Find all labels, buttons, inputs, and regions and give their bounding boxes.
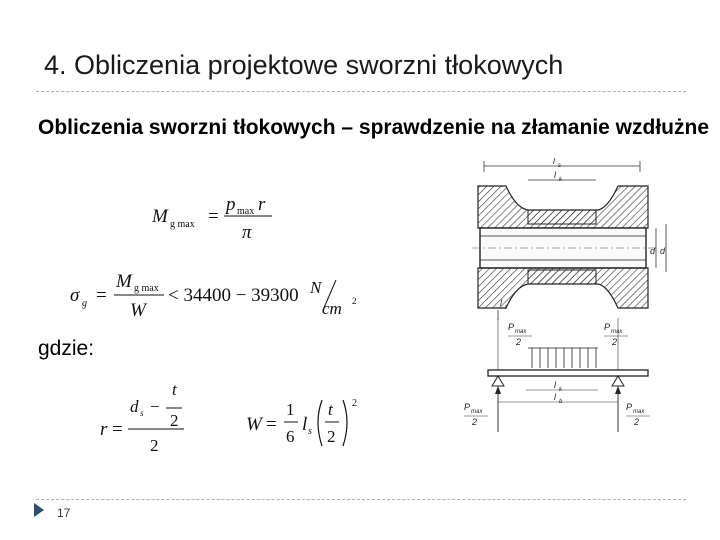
formula-radius [98, 380, 188, 460]
formula-bending-moment [150, 190, 280, 250]
f2-unit-exp: 2 [352, 296, 357, 306]
f2-unit-num: N [310, 278, 322, 297]
svg-text:2: 2 [516, 337, 522, 347]
svg-text:=: = [96, 285, 107, 306]
f1-lhs-sub: g max [170, 219, 195, 230]
svg-text:max: max [471, 409, 483, 415]
f4-l-sub: s [308, 426, 312, 437]
f1-den: π [242, 222, 252, 243]
f3-lhs: r [100, 419, 108, 440]
f3-den: 2 [150, 436, 159, 455]
svg-text:t: t [505, 305, 507, 311]
f4-t: t [328, 400, 333, 419]
svg-text:max: max [633, 409, 645, 415]
f3-num-a: d [130, 397, 139, 416]
piston-pin-drawing [458, 158, 673, 443]
f3-minus: − [150, 397, 160, 416]
gdzie-label: gdzie: [38, 337, 95, 360]
label-lk-beam: l [554, 380, 556, 390]
f1-num-sub: max [237, 206, 255, 217]
svg-text:k: k [559, 387, 562, 393]
label-reaction-right: P [626, 402, 633, 412]
f1-num: p [226, 194, 236, 215]
f4-exp: 2 [352, 398, 357, 409]
svg-text:k: k [559, 177, 562, 183]
formula-stress [68, 266, 368, 329]
svg-text:s: s [558, 163, 561, 169]
svg-text:2: 2 [634, 417, 640, 427]
label-ls: l [553, 158, 555, 166]
label-lb: l [554, 392, 556, 402]
svg-text:2: 2 [612, 337, 618, 347]
f2-lhs: σ [70, 285, 80, 306]
f3-num-t: t [172, 380, 177, 399]
f2-num: M [116, 271, 132, 292]
f4-two: 2 [327, 427, 336, 446]
f4-one: 1 [286, 400, 295, 419]
svg-text:2: 2 [472, 417, 478, 427]
f1-lhs: M [152, 206, 168, 227]
svg-text:max: max [515, 329, 527, 335]
svg-text:max: max [611, 329, 623, 335]
formula-section-modulus [244, 390, 364, 465]
slide-subtitle: Obliczenia sworzni tłokowych – sprawdzenie na złamanie wzdłużne [38, 116, 709, 139]
f4-lhs: W [246, 414, 262, 435]
f4-six: 6 [286, 427, 295, 446]
slide-title: 4. Obliczenia projektowe sworzni tłokowych [44, 50, 564, 80]
label-pmax-right: P [604, 322, 611, 332]
label-reaction-left: P [464, 402, 471, 412]
footer-arrow-icon [32, 502, 46, 523]
f3-num-a-sub: s [140, 408, 144, 418]
f2-unit-den: cm [322, 299, 342, 318]
f2-den: W [130, 300, 146, 321]
svg-text:=: = [208, 206, 219, 227]
footer-divider [36, 499, 686, 500]
f2-lhs-sub: g [82, 298, 87, 309]
f4-l: l [302, 414, 308, 435]
f1-num-tail: r [258, 194, 266, 215]
label-d0: d [650, 246, 656, 256]
label-lt: l [500, 298, 502, 308]
page-number: 17 [57, 506, 71, 520]
title-divider [36, 91, 686, 92]
f2-rhs: < 34400 − 39300 [168, 285, 299, 306]
svg-text:=: = [266, 414, 277, 435]
label-pmax-left: P [508, 322, 515, 332]
f3-two-inner: 2 [170, 411, 179, 430]
label-ds: d [660, 246, 666, 256]
label-lk: l [554, 170, 556, 180]
svg-text:=: = [112, 419, 123, 440]
f2-num-sub: g max [134, 283, 159, 294]
svg-text:b: b [559, 399, 563, 405]
